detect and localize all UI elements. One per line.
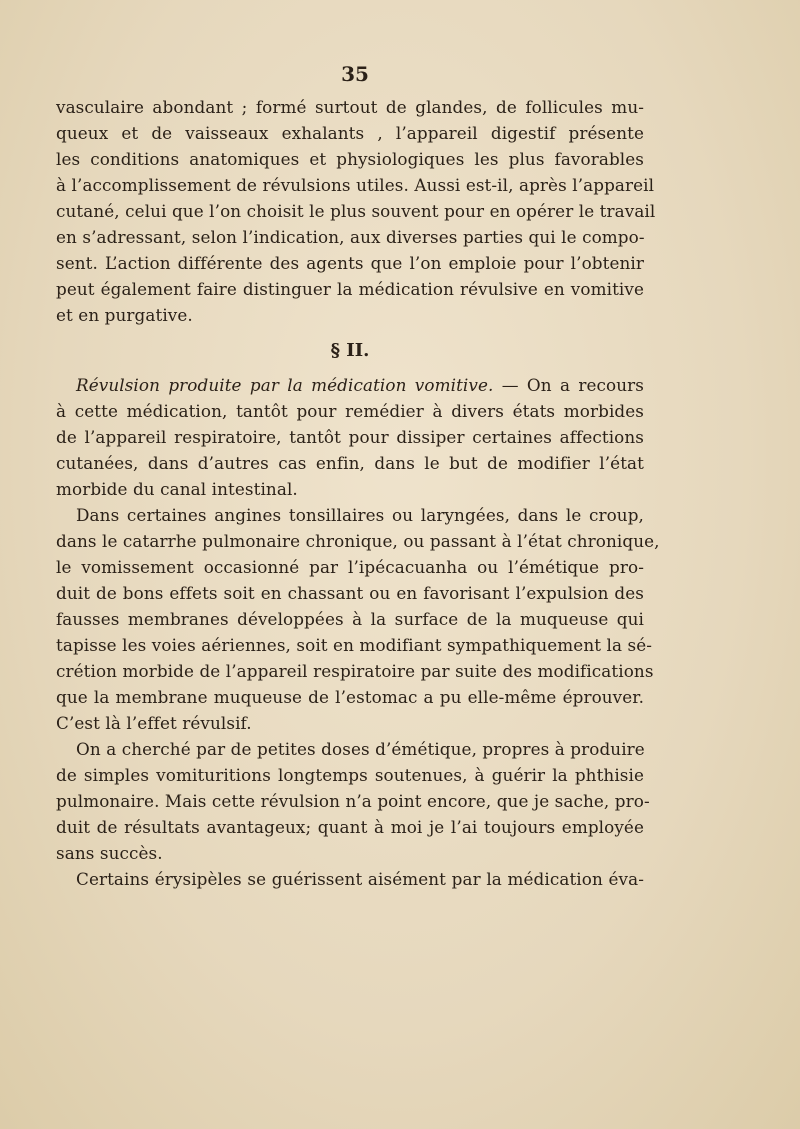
paragraph-1 [56, 94, 656, 328]
text-line: les conditions anatomiques et physiologiques les plus favorables [56, 149, 644, 169]
text-line: sans succès. [56, 843, 163, 863]
text-line: Dans certaines angines tonsillaires ou laryngées, dans le croup, [76, 505, 644, 525]
text-line: Certains érysipèles se guérissent aisément par la médication éva- [76, 869, 644, 889]
text-line: à l’accomplissement de révulsions utiles. Aussi est-il, après l’appareil [56, 175, 655, 195]
section-heading: § II. [330, 340, 370, 361]
text-line: et en purgative. [56, 305, 193, 325]
paragraph-5 [56, 866, 644, 892]
text-line: dans le catarrhe pulmonaire chronique, ou passant à l’état chronique, [56, 531, 660, 551]
text-line [56, 372, 644, 398]
text-line: morbide du canal intestinal. [56, 479, 298, 499]
text-line: sent. L’action différente des agents que l’on emploie pour l’obtenir [56, 253, 644, 273]
text-line: duit de résultats avantageux; quant à moi je l’ai toujours employée [56, 817, 644, 837]
paragraph-3 [56, 502, 660, 736]
text-line: le vomissement occasionné par l’ipécacuanha ou l’émétique pro- [56, 557, 644, 577]
text-fragment: — On a recours [493, 375, 644, 395]
text-line: en s’adressant, selon l’indication, aux diverses parties qui le compo- [56, 227, 645, 247]
text-line: à cette médication, tantôt pour remédier à divers états morbides [56, 401, 644, 421]
book-page [56, 60, 660, 892]
text-line: crétion morbide de l’appareil respiratoire par suite des modifications [56, 661, 654, 681]
text-line: de simples vomituritions longtemps soutenues, à guérir la phthisie [56, 765, 644, 785]
text-line: On a cherché par de petites doses d’émétique, propres à produire [76, 739, 645, 759]
text-line: peut également faire distinguer la médication révulsive en vomitive [56, 279, 644, 299]
page-number: 35 [341, 62, 369, 86]
paragraph-2 [56, 372, 644, 502]
text-line: vasculaire abondant ; formé surtout de glandes, de follicules mu- [56, 97, 644, 117]
text-line: duit de bons effets soit en chassant ou en favorisant l’expulsion des [56, 583, 644, 603]
text-line: tapisse les voies aériennes, soit en modifiant sympathiquement la sé- [56, 635, 653, 655]
text-line: cutanées, dans d’autres cas enfin, dans le but de modifier l’état [56, 453, 644, 473]
text-line: pulmonaire. Mais cette révulsion n’a point encore, que je sache, pro- [56, 791, 650, 811]
text-line: fausses membranes développées à la surface de la muqueuse qui [56, 609, 644, 629]
text-line: queux et de vaisseaux exhalants , l’appareil digestif présente [56, 123, 644, 143]
text-line: C’est là l’effet révulsif. [56, 713, 252, 733]
text-line: de l’appareil respiratoire, tantôt pour dissiper certaines affections [56, 427, 644, 447]
italic-lead-title: Révulsion produite par la médication vomitive. [76, 375, 494, 395]
text-line: cutané, celui que l’on choisit le plus souvent pour en opérer le travail [56, 201, 656, 221]
text-line: que la membrane muqueuse de l’estomac a pu elle-même éprouver. [56, 687, 644, 707]
paragraph-4 [56, 736, 650, 866]
